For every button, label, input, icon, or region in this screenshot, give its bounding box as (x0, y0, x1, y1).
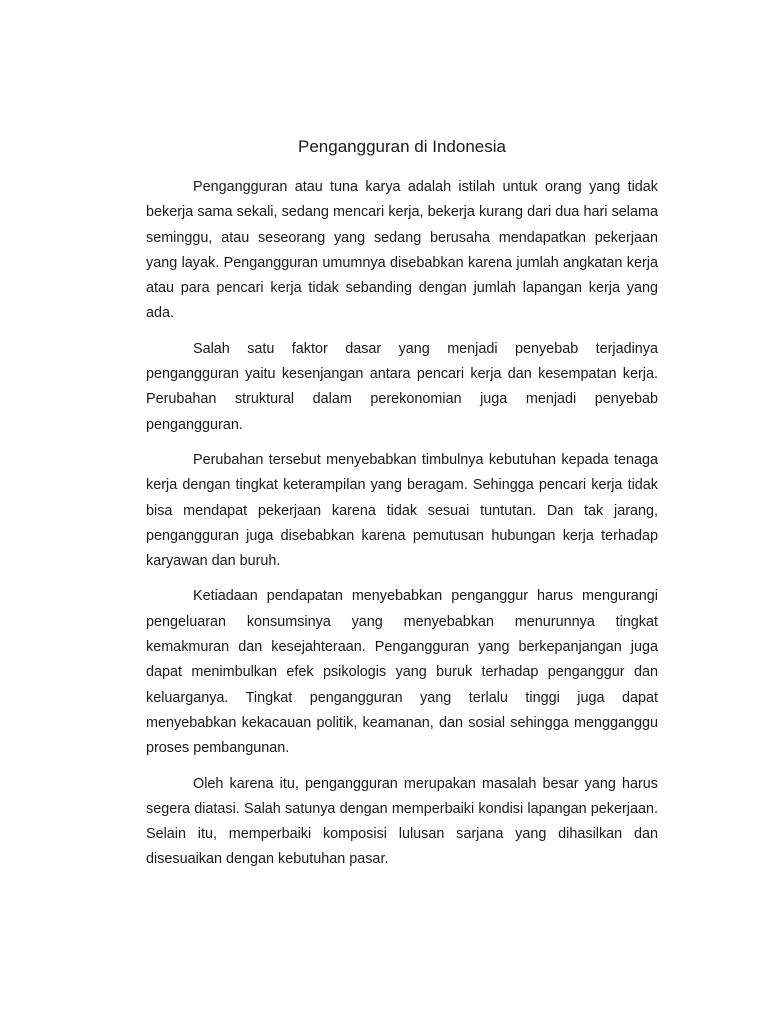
document-title: Pengangguran di Indonesia (298, 137, 506, 156)
paragraph: Pengangguran atau tuna karya adalah istilah untuk orang yang tidak bekerja sama sekali, sedang mencari kerja, bekerja kurang dari dua hari selama seminggu, atau seseorang yang sedang berusaha mendapatkan pekerjaan yang layak. Pengangguran umumnya disebabkan karena jumlah angkatan kerja atau para pencari kerja tidak sebanding dengan jumlah lapangan kerja yang ada. (146, 179, 658, 322)
paragraph: Perubahan tersebut menyebabkan timbulnya kebutuhan kepada tenaga kerja dengan tingkat keterampilan yang beragam. Sehingga pencari kerja tidak bisa mendapat pekerjaan karena tidak sesuai tuntutan. Dan tak jarang, pengangguran juga disebabkan karena pemutusan hubungan kerja terhadap karyawan dan buruh. (146, 451, 658, 570)
paragraph: Ketiadaan pendapatan menyebabkan penganggur harus mengurangi pengeluaran konsumsinya yang menyebabkan menurunnya tingkat kemakmuran dan kesejahteraan. Pengangguran yang berkepanjangan juga dapat menimbulkan efek psikologis yang buruk terhadap penganggur dan keluarganya. Tingkat pengangguran yang terlalu tinggi juga dapat menyebabkan kekacauan politik, keamanan, dan sosial sehingga mengganggu proses pembangunan. (146, 588, 658, 757)
paragraph: Oleh karena itu, pengangguran merupakan masalah besar yang harus segera diatasi. Salah satunya dengan memperbaiki kondisi lapangan pekerjaan. Selain itu, memperbaiki komposisi lulusan sarjana yang dihasilkan dan disesuaikan dengan kebutuhan pasar. (146, 775, 658, 868)
document-body (146, 175, 658, 883)
paragraph: Salah satu faktor dasar yang menjadi penyebab terjadinya pengangguran yaitu kesenjangan antara pencari kerja dan kesempatan kerja. Perubahan struktural dalam perekonomian juga menjadi penyebab pengangguran. (146, 340, 658, 433)
